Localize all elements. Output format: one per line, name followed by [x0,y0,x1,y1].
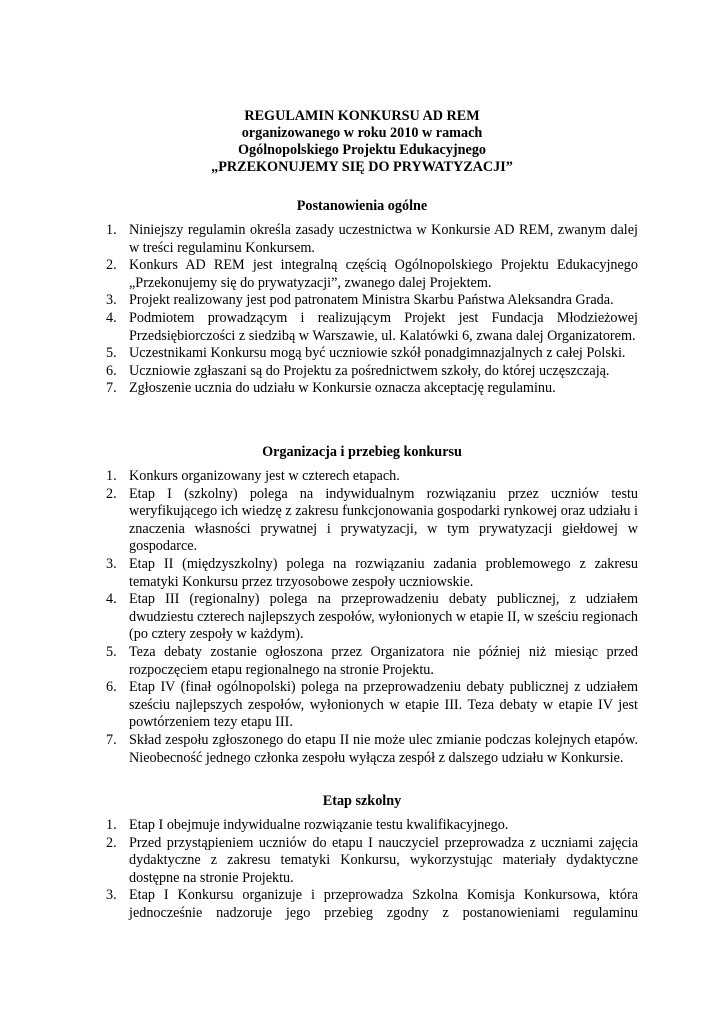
title-line-4: „PRZEKONUJEMY SIĘ DO PRYWATYZACJI” [211,159,513,175]
list-item: 1. Konkurs organizowany jest w czterech etapach. [106,468,400,484]
list-item: 4. Podmiotem prowadzącym i realizującym Projekt jest Fundacja Młodzieżowej Przedsiębiorczości z siedzibą w Warszawie, ul. Kalatówki 6, zwana dalej Organizatorem. [106,309,638,344]
title-line-3: Ogólnopolskiego Projektu Edukacyjnego [237,142,487,158]
section-list-school-stage [106,817,638,923]
list-item: 3. Etap II (międzyszkolny) polega na rozwiązaniu zadania problemowego z zakresu tematyki Konkursu przez trzyosobowe zespoły uczniowskie. [106,555,638,590]
list-item: 1. Etap I obejmuje indywidualne rozwiązanie testu kwalifikacyjnego. [106,817,509,833]
document-title [0,108,724,176]
list-item: 2. Przed przystąpieniem uczniów do etapu I nauczyciel przeprowadza z uczniami zajęcia dydaktyczne z zakresu tematyki Konkursu, wykorzystując materiały dydaktyczne dostępne na stronie Projektu. [106,834,638,886]
list-item: 7. Zgłoszenie ucznia do udziału w Konkursie oznacza akceptację regulaminu. [106,380,556,397]
list-item: 2. Konkurs AD REM jest integralną częścią Ogólnopolskiego Projektu Edukacyjnego „Przekonujemy się do prywatyzacji”, zwanego dalej Projektem. [106,257,638,291]
list-item: 3. Etap I Konkursu organizuje i przeprowadza Szkolna Komisja Konkursowa, która jednocześnie nadzoruje jego przebieg zgodny z postanowieniami regulaminu [106,887,638,921]
list-item: 4. Etap III (regionalny) polega na przeprowadzeniu debaty publicznej, z udziałem dwudziestu czterech najlepszych zespołów, wyłonionych w etapie II, w sześciu regionach (po cztery zespoły w każdym). [106,591,638,643]
section-heading-organization: Organizacja i przebieg konkursu [262,444,462,460]
list-item: 6. Etap IV (finał ogólnopolski) polega na przeprowadzeniu debaty publicznej z udziałem sześciu najlepszych zespołów, wyłonionych w etapie III. Teza debaty w etapie IV jest powtórzeniem tezy etapu III. [106,679,638,731]
title-line-2: organizowanego w roku 2010 w ramach [241,125,483,141]
list-item: 5. Uczestnikami Konkursu mogą być uczniowie szkół ponadgimnazjalnych z całej Polski. [106,345,626,362]
section-heading-general: Postanowienia ogólne [296,198,428,214]
section-list-general [106,222,638,398]
list-item: 1. Niniejszy regulamin określa zasady uczestnictwa w Konkursie AD REM, zwanym dalej w treści regulaminu Konkursem. [106,222,638,256]
list-item: 3. Projekt realizowany jest pod patronatem Ministra Skarbu Państwa Aleksandra Grada. [106,292,614,309]
title-line-1: REGULAMIN KONKURSU AD REM [244,108,480,124]
list-item: 2. Etap I (szkolny) polega na indywidualnym rozwiązaniu przez uczniów testu weryfikującego ich wiedzę z zakresu funkcjonowania gospodarki rynkowej oraz udziału i znaczenia własności prywatnej i prywatyzacji, w tym prywatyzacji giełdowej w gospodarce. [106,485,638,555]
section-heading-school-stage: Etap szkolny [322,793,402,809]
list-item: 6. Uczniowie zgłaszani są do Projektu za pośrednictwem szkoły, do której uczęszczają. [106,362,610,379]
list-item: 5. Teza debaty zostanie ogłoszona przez Organizatora nie później niż miesiąc przed rozpoczęciem etapu regionalnego na stronie Projektu. [106,643,638,678]
section-list-organization [106,468,638,767]
list-item: 7. Skład zespołu zgłoszonego do etapu II nie może ulec zmianie podczas kolejnych etapów. Nieobecność jednego członka zespołu wyłącza zespół z dalszego udziału w Konkursie. [106,731,638,766]
